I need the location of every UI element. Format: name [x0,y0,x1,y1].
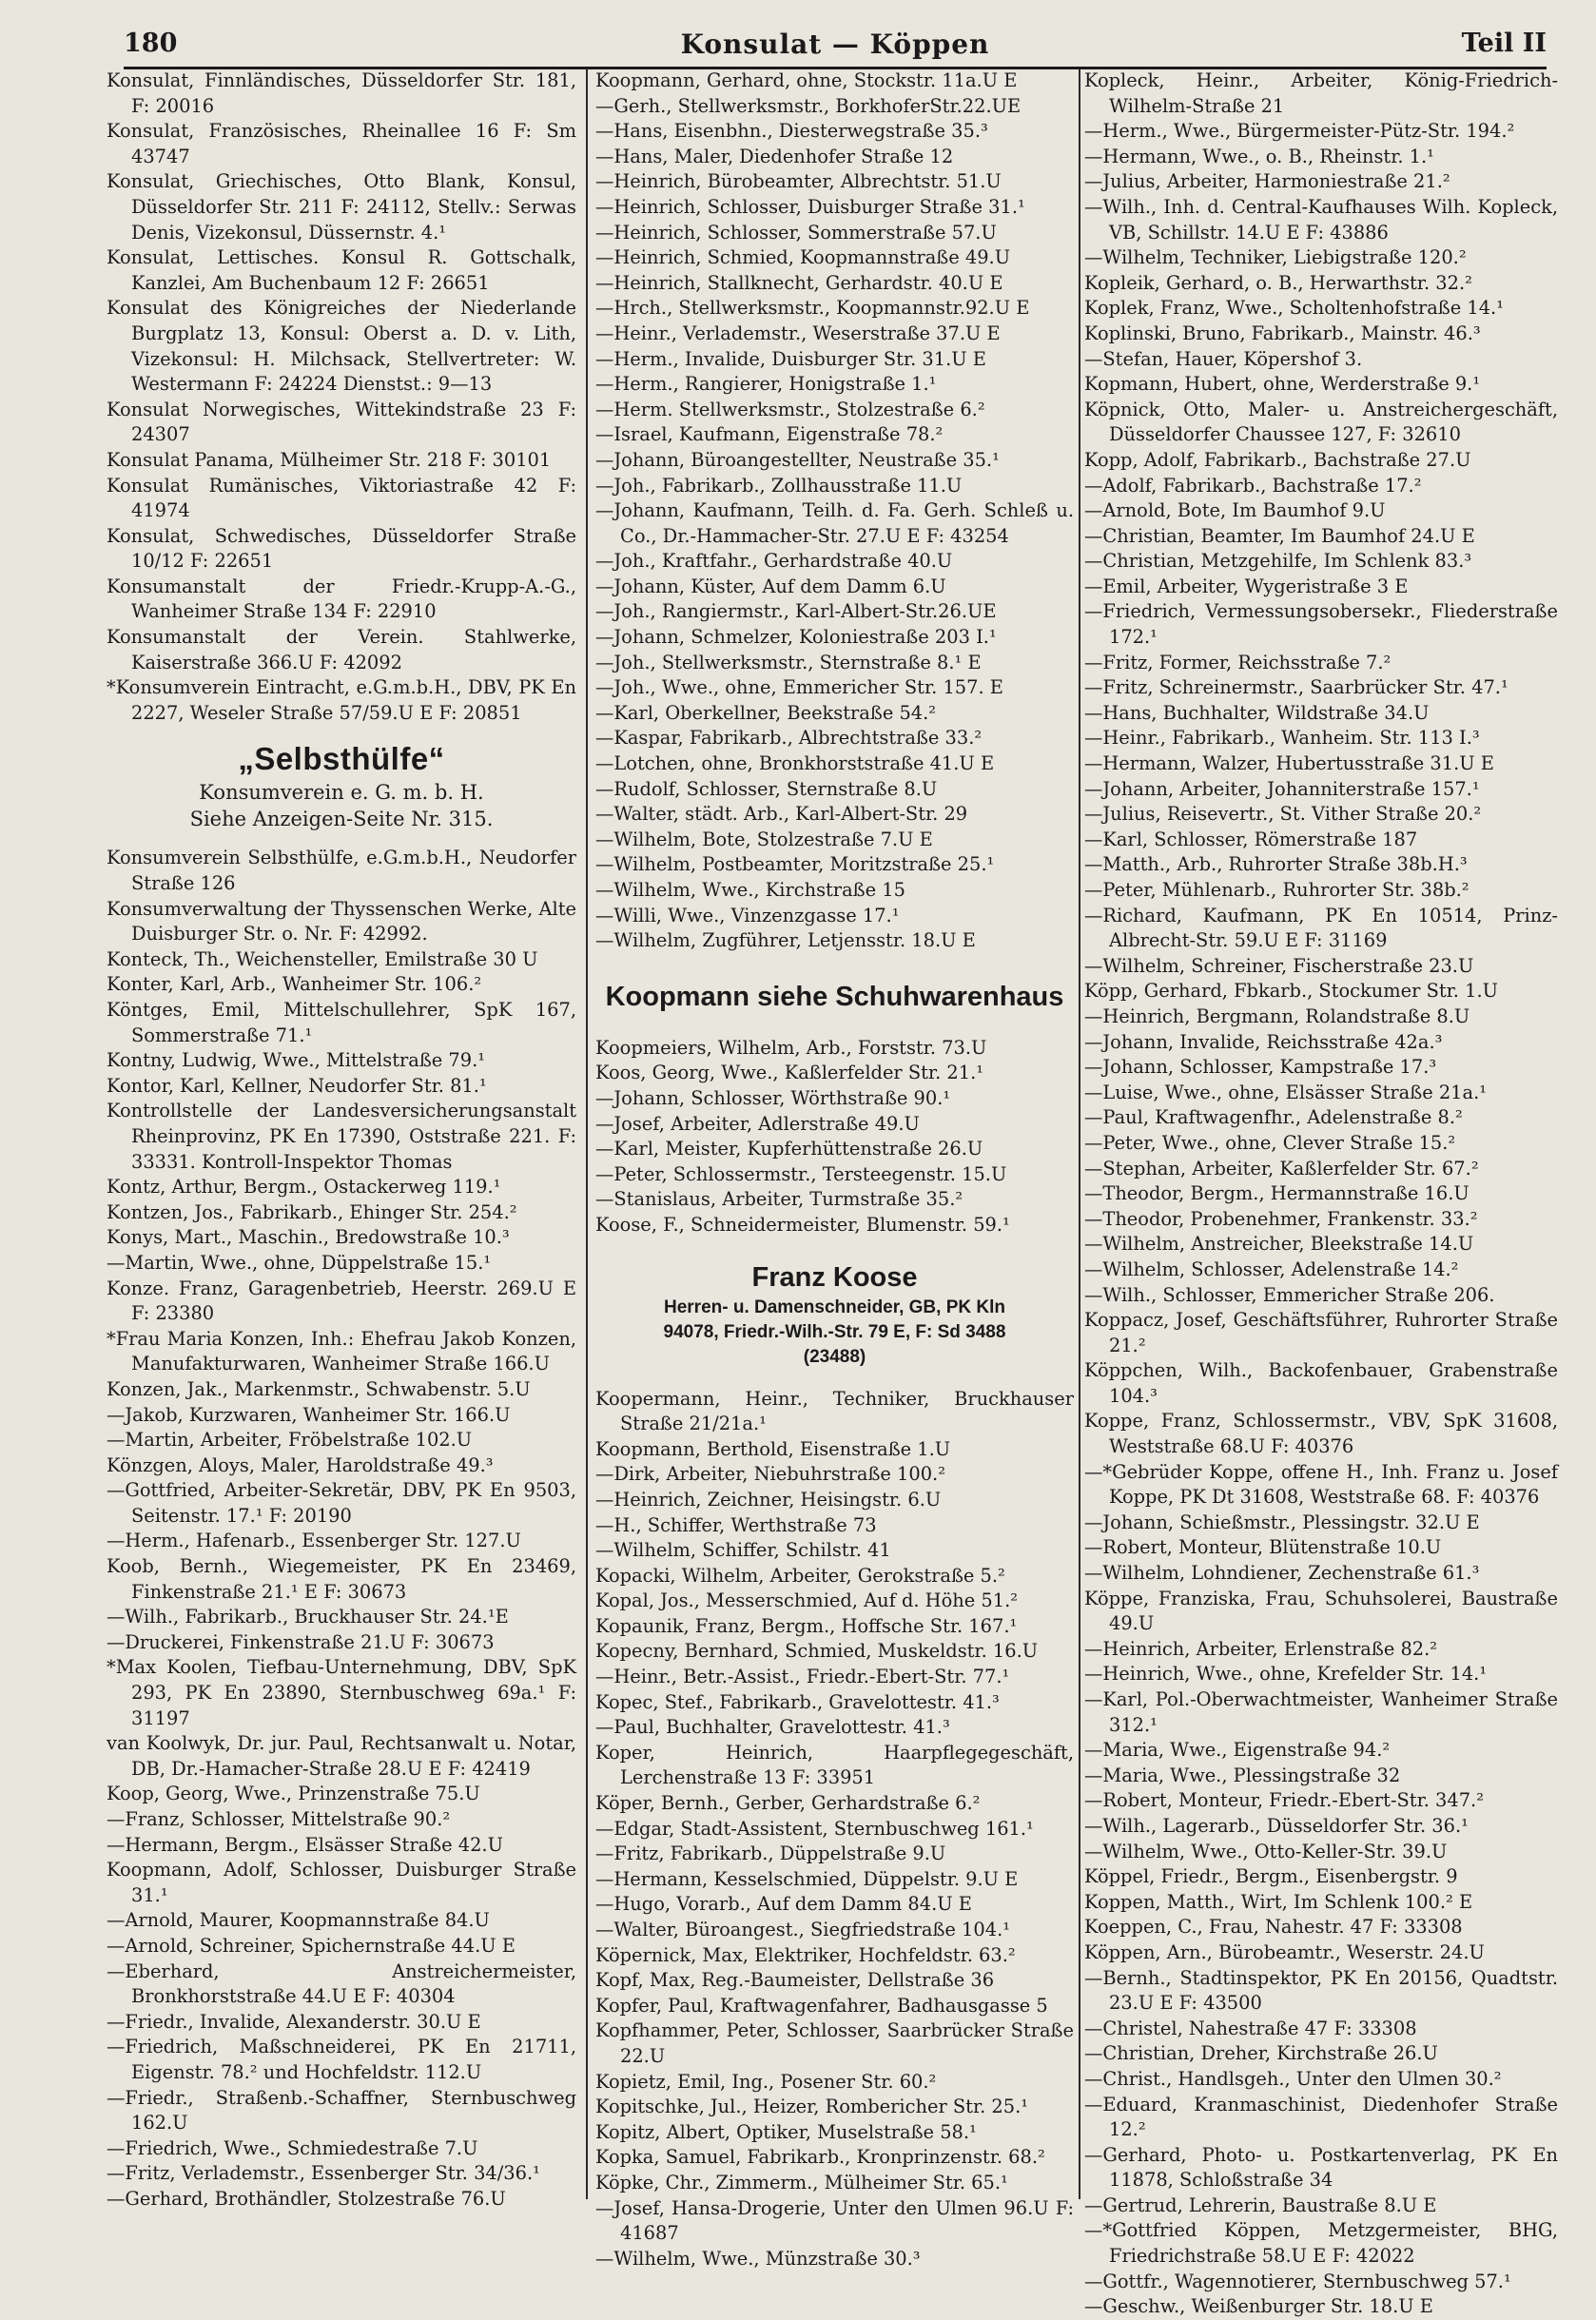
directory-entry: Konsulat, Französisches, Rheinallee 16 F: Sm 43747 [107,120,576,167]
entry-list [107,68,576,726]
directory-entry: —Christ., Handlsgeh., Unter den Ulmen 30.² [1084,2067,1502,2090]
directory-entry: —Arnold, Schreiner, Spichernstraße 44.U E [107,1934,516,1957]
entry-list [595,68,1074,954]
directory-entry: —Christian, Beamter, Im Baumhof 24.U E [1084,524,1475,547]
directory-entry: —Fritz, Schreinermstr., Saarbrücker Str. 47.¹ [1084,676,1508,699]
directory-entry: Konze. Franz, Garagenbetrieb, Heerstr. 269.U E F: 23380 [107,1277,576,1325]
directory-entry: Köpp, Gerhard, Fbkarb., Stockumer Str. 1.U [1084,980,1498,1003]
directory-entry: Köper, Bernh., Gerber, Gerhardstraße 6.² [595,1792,981,1815]
column-divider [586,68,588,2199]
directory-entry: —Hans, Buchhalter, Wildstraße 34.U [1084,701,1430,724]
directory-entry: —Hermann, Walzer, Hubertusstraße 31.U E [1084,752,1494,775]
entry-list [107,846,576,2212]
ad-title: Koopmann siehe Schuhwarenhaus [605,981,1064,1012]
directory-entry: —Johann, Invalide, Reichsstraße 42a.³ [1084,1030,1443,1053]
directory-entry: —Friedr., Invalide, Alexanderstr. 30.U E [107,2010,481,2033]
directory-entry: —Heinrich, Zeichner, Heisingstr. 6.U [595,1488,942,1511]
ad-title: Franz Koose [751,1261,918,1293]
directory-entry: —Johann, Kaufmann, Teilh. d. Fa. Gerh. Schleß u. Co., Dr.-Hammacher-Str. 27.U E F: 43254 [595,499,1074,547]
directory-entry: —Israel, Kaufmann, Eigenstraße 78.² [595,423,944,446]
directory-entry: —Franz, Schlosser, Mittelstraße 90.² [107,1808,451,1830]
directory-entry: Koppacz, Josef, Geschäftsführer, Ruhrorter Straße 21.² [1084,1309,1558,1356]
directory-entry: —Gottfried, Arbeiter-Sekretär, DBV, PK En 9503, Seitenstr. 17.¹ F: 20190 [107,1479,576,1527]
directory-entry: —Heinr., Betr.-Assist., Friedr.-Ebert-Str. 77.¹ [595,1666,1010,1688]
directory-entry: —Fritz, Fabrikarb., Düppelstraße 9.U [595,1842,946,1865]
directory-entry: Koopermann, Heinr., Techniker, Bruckhauser Straße 21/21a.¹ [595,1387,1074,1435]
directory-entry: Konsulat, Schwedisches, Düsseldorfer Straße 10/12 F: 22651 [107,524,576,573]
directory-entry: —Josef, Hansa-Drogerie, Unter den Ulmen 96.U F: 41687 [595,2196,1074,2245]
part-label: Teil II [1461,29,1547,58]
directory-entry: Kontrollstelle der Landesversicherungsanstalt Rheinprovinz, PK En 17390, Oststraße 221. F: 33331. Kontroll-Inspektor Thomas [107,1100,576,1173]
directory-entry: Konsulat Panama, Mülheimer Str. 218 F: 30101 [107,448,552,471]
directory-entry: —Heinrich, Stallknecht, Gerhardstr. 40.U E [595,271,1003,294]
directory-entry: Köntges, Emil, Mittelschullehrer, SpK 167, Sommerstraße 71.¹ [107,999,576,1046]
directory-entry: —Johann, Schlosser, Wörthstraße 90.¹ [595,1086,951,1109]
directory-entry: —Stefan, Hauer, Köpershof 3. [1084,347,1363,370]
directory-entry: —Heinr., Fabrikarb., Wanheim. Str. 113 I.³ [1084,727,1480,750]
directory-entry: —Wilhelm, Postbeamter, Moritzstraße 25.¹ [595,853,995,876]
directory-entry: Könzgen, Aloys, Maler, Haroldstraße 49.³ [107,1453,494,1476]
directory-entry: Koopmeiers, Wilhelm, Arb., Forststr. 73.U [595,1036,987,1059]
directory-entry: —Lotchen, ohne, Bronkhorststraße 41.U E [595,752,995,775]
directory-entry: —Fritz, Former, Reichsstraße 7.² [1084,651,1392,673]
directory-entry: —Gerhard, Photo- u. Postkartenverlag, PK En 11878, Schloßstraße 34 [1084,2143,1558,2192]
directory-entry: —Wilh., Fabrikarb., Bruckhauser Str. 24.¹E [107,1606,509,1628]
directory-entry: van Koolwyk, Dr. jur. Paul, Rechtsanwalt u. Notar, DB, Dr.-Hamacher-Straße 28.U E F: 42419 [107,1732,576,1780]
directory-entry: Kopfer, Paul, Kraftwagenfahrer, Badhausgasse 5 [595,1994,1048,2017]
directory-entry: Köppe, Franziska, Frau, Schuhsolerei, Baustraße 49.U [1084,1587,1558,1635]
directory-entry: Köppchen, Wilh., Backofenbauer, Grabenstraße 104.³ [1084,1359,1558,1407]
directory-entry: —Rudolf, Schlosser, Sternstraße 8.U [595,777,938,800]
directory-entry: —Peter, Schlossermstr., Tersteegenstr. 15.U [595,1162,1007,1185]
ad-line: Konsumverein e. G. m. b. H. [199,781,484,805]
directory-entry: Kopleik, Gerhard, o. B., Herwarthstr. 32.² [1084,271,1472,294]
directory-entry: —Heinrich, Arbeiter, Erlenstraße 82.² [1084,1637,1438,1660]
directory-entry: —Wilhelm, Zugführer, Letjensstr. 18.U E [595,929,976,952]
directory-entry: Kopfhammer, Peter, Schlosser, Saarbrücker Straße 22.U [595,2019,1074,2067]
directory-entry: —Theodor, Bergm., Hermannstraße 16.U [1084,1182,1469,1205]
directory-entry: —Wilhelm, Schreiner, Fischerstraße 23.U [1084,954,1474,977]
directory-entry: —Maria, Wwe., Plessingstraße 32 [1084,1764,1401,1786]
directory-entry: —Kaspar, Fabrikarb., Albrechtstraße 33.² [595,727,983,750]
page-number: 180 [124,29,178,58]
directory-entry: Koopmann, Adolf, Schlosser, Duisburger Straße 31.¹ [107,1859,576,1906]
directory-entry: —Friedr., Straßenb.-Schaffner, Sternbuschweg 162.U [107,2086,576,2135]
directory-entry: *Max Koolen, Tiefbau-Unternehmung, DBV, SpK 293, PK En 23890, Sternbuschweg 69a.¹ F: 31197 [107,1656,576,1729]
directory-entry: —Jakob, Kurzwaren, Wanheimer Str. 166.U [107,1403,511,1426]
ad-line: 94078, Friedr.-Wilh.-Str. 79 E, F: Sd 3488 [663,1321,1006,1342]
directory-entry: —Fritz, Verlademstr., Essenberger Str. 34/36.¹ [107,2162,540,2185]
directory-entry: Koos, Georg, Wwe., Kaßlerfelder Str. 21.¹ [595,1062,984,1084]
directory-entry: —Wilhelm, Anstreicher, Bleekstraße 14.U [1084,1233,1474,1256]
directory-entry: —Matth., Arb., Ruhrorter Straße 38b.H.³ [1084,853,1468,876]
directory-entry: —Johann, Schlosser, Kampstraße 17.³ [1084,1056,1437,1079]
directory-entry: —Heinrich, Bergmann, Rolandstraße 8.U [1084,1004,1470,1027]
directory-entry: —Martin, Wwe., ohne, Düppelstraße 15.¹ [107,1251,492,1274]
directory-entry: Kopecny, Bernhard, Schmied, Muskeldstr. 16.U [595,1640,1039,1663]
directory-entry: —Paul, Buchhalter, Gravelottestr. 41.³ [595,1716,950,1739]
directory-entry: —Wilhelm, Wwe., Münzstraße 30.³ [595,2247,921,2270]
directory-entry: Kopmann, Hubert, ohne, Werderstraße 9.¹ [1084,373,1481,396]
directory-entry: Kopf, Max, Reg.-Baumeister, Dellstraße 36 [595,1969,995,1992]
directory-entry: —Peter, Mühlenarb., Ruhrorter Str. 38b.² [1084,879,1469,901]
page-title: Konsulat — Köppen [680,29,990,60]
directory-entry: Kopleck, Heinr., Arbeiter, König-Friedrich-Wilhelm-Straße 21 [1084,69,1558,117]
page-header [124,25,1547,69]
directory-entry: Köpke, Chr., Zimmerm., Mülheimer Str. 65.¹ [595,2171,1008,2193]
directory-entry: Köpernick, Max, Elektriker, Hochfeldstr. 63.² [595,1943,1016,1966]
directory-entry: —Karl, Schlosser, Römerstraße 187 [1084,828,1418,850]
directory-entry: —Stanislaus, Arbeiter, Turmstraße 35.² [595,1188,963,1211]
directory-entry: —Christel, Nahestraße 47 F: 33308 [1084,2017,1417,2039]
directory-entry: —*Gebrüder Koppe, offene H., Inh. Franz u. Josef Koppe, PK Dt 31608, Weststraße 68. F: 40376 [1084,1460,1558,1509]
directory-entry: Koose, F., Schneidermeister, Blumenstr. 59.¹ [595,1213,1010,1236]
directory-entry: —Friedrich, Maßschneiderei, PK En 21711, Eigenstr. 78.² und Hochfeldstr. 112.U [107,2036,576,2083]
directory-entry: —Herm., Invalide, Duisburger Str. 31.U E [595,347,986,370]
directory-entry: —Peter, Wwe., ohne, Clever Straße 15.² [1084,1131,1456,1154]
directory-entry: —Druckerei, Finkenstraße 21.U F: 30673 [107,1630,495,1653]
directory-entry: Kopka, Samuel, Fabrikarb., Kronprinzenstr. 68.² [595,2146,1045,2169]
directory-entry: —Joh., Wwe., ohne, Emmericher Str. 157. E [595,676,1003,699]
directory-entry: Kopec, Stef., Fabrikarb., Gravelottestr. 41.³ [595,1690,1000,1713]
directory-entry: Konsulat Norwegisches, Wittekindstraße 23 F: 24307 [107,398,576,446]
directory-entry: —Josef, Arbeiter, Adlerstraße 49.U [595,1112,920,1135]
column-3 [1084,68,1558,2318]
directory-entry: Koplinski, Bruno, Fabrikarb., Mainstr. 46.³ [1084,322,1481,344]
directory-entry: Konsulat Rumänisches, Viktoriastraße 42 F: 41974 [107,474,576,522]
directory-entry: —Heinrich, Schlosser, Duisburger Straße 31.¹ [595,195,1025,218]
entry-list [1084,68,1558,2320]
directory-entry: Koopmann, Gerhard, ohne, Stockstr. 11a.U E [595,69,1018,91]
directory-entry: —Gertrud, Lehrerin, Baustraße 8.U E [1084,2193,1437,2216]
directory-entry: —Robert, Monteur, Blütenstraße 10.U [1084,1536,1442,1559]
directory-entry: —Gerh., Stellwerksmstr., BorkhoferStr.22.UE [595,94,1022,117]
directory-entry: Koopmann, Berthold, Eisenstraße 1.U [595,1437,951,1460]
directory-entry: —Arnold, Maurer, Koopmannstraße 84.U [107,1909,490,1932]
directory-entry: Koplek, Franz, Wwe., Scholtenhofstraße 14.¹ [1084,297,1504,320]
column-2 [595,68,1074,2270]
directory-entry: Kontny, Ludwig, Wwe., Mittelstraße 79.¹ [107,1049,486,1072]
directory-entry: —Paul, Kraftwagenfhr., Adelenstraße 8.² [1084,1106,1463,1129]
directory-entry: Konteck, Th., Weichensteller, Emilstraße 30 U [107,947,538,970]
directory-entry: —Hans, Maler, Diedenhofer Straße 12 [595,145,954,167]
directory-entry: —Walter, Büroangest., Siegfriedstraße 104.¹ [595,1919,1011,1940]
selbsthuelfe-ad [107,739,576,832]
directory-entry: Koppe, Franz, Schlossermstr., VBV, SpK 31608, Weststraße 68.U F: 40376 [1084,1410,1558,1458]
entry-list [595,1036,1074,1238]
directory-entry: —Johann, Schießmstr., Plessingstr. 32.U E [1084,1511,1480,1533]
franz-koose-ad [595,1259,1074,1370]
directory-entry: —Robert, Monteur, Friedr.-Ebert-Str. 347.² [1084,1789,1484,1812]
directory-entry: —Joh., Kraftfahr., Gerhardstraße 40.U [595,550,953,573]
directory-entry: —Christian, Metzgehilfe, Im Schlenk 83.³ [1084,550,1472,573]
directory-entry: Köppen, Arn., Bürobeamtr., Weserstr. 24.U [1084,1940,1485,1963]
directory-entry: —Wilhelm, Schlosser, Adelenstraße 14.² [1084,1257,1459,1280]
directory-entry: —Walter, städt. Arb., Karl-Albert-Str. 29 [595,803,968,826]
directory-entry: —Heinrich, Schmied, Koopmannstraße 49.U [595,246,1011,269]
directory-entry: —Heinrich, Bürobeamter, Albrechtstr. 51.U [595,170,1002,193]
directory-entry: —*Gottfried Köppen, Metzgermeister, BHG, Friedrichstraße 58.U E F: 42022 [1084,2219,1558,2268]
directory-entry: —H., Schiffer, Werthstraße 73 [595,1513,877,1536]
directory-entry: —Wilhelm, Bote, Stolzestraße 7.U E [595,828,933,850]
directory-entry: —Hermann, Wwe., o. B., Rheinstr. 1.¹ [1084,145,1434,167]
directory-entry: —Karl, Meister, Kupferhüttenstraße 26.U [595,1138,983,1160]
directory-entry: —Emil, Arbeiter, Wygeristraße 3 E [1084,575,1409,597]
directory-entry: —Julius, Arbeiter, Harmoniestraße 21.² [1084,170,1450,193]
directory-entry: *Konsumverein Eintracht, e.G.m.b.H., DBV, PK En 2227, Weseler Straße 57/59.U E F: 20851 [107,676,576,724]
koopmann-ad [595,979,1074,1015]
directory-entry: —Gottfr., Wagennotierer, Sternbuschweg 57.¹ [1084,2270,1511,2292]
directory-entry: —Heinrich, Schlosser, Sommerstraße 57.U [595,221,997,244]
directory-entry: Konsulat, Lettisches. Konsul R. Gottschalk, Kanzlei, Am Buchenbaum 12 F: 26651 [107,246,576,294]
directory-entry: —Julius, Reisevertr., St. Vither Straße 20.² [1084,803,1482,826]
directory-entry: —Karl, Pol.-Oberwachtmeister, Wanheimer Straße 312.¹ [1084,1688,1558,1736]
directory-entry: Kopietz, Emil, Ing., Posener Str. 60.² [595,2070,937,2093]
directory-entry: —Johann, Arbeiter, Johanniterstraße 157.¹ [1084,777,1480,800]
directory-entry: —Martin, Arbeiter, Fröbelstraße 102.U [107,1429,473,1452]
column-1 [107,68,576,2210]
directory-entry: —Luise, Wwe., ohne, Elsässer Straße 21a.¹ [1084,1081,1488,1103]
directory-entry: —Stephan, Arbeiter, Kaßlerfelder Str. 67.² [1084,1157,1479,1179]
directory-entry: —Eduard, Kranmaschinist, Diedenhofer Straße 12.² [1084,2093,1558,2141]
directory-entry: Konter, Karl, Arb., Wanheimer Str. 106.² [107,973,482,996]
directory-entry: —Wilhelm, Schiffer, Schilstr. 41 [595,1539,891,1562]
directory-entry: Konsulat des Königreiches der Niederlande Burgplatz 13, Konsul: Oberst a. D. v. Lith, Vizekonsul: H. Milchsack, Stellvertreter: W. Westermann F: 24224 Dienstst.: 9—13 [107,297,576,396]
directory-entry: —Joh., Fabrikarb., Zollhausstraße 11.U [595,474,963,497]
directory-entry: —Wilh., Schlosser, Emmericher Straße 206. [1084,1283,1495,1306]
directory-entry: —Hans, Eisenbhn., Diesterwegstraße 35.³ [595,120,988,143]
directory-entry: Koop, Georg, Wwe., Prinzenstraße 75.U [107,1783,480,1805]
directory-entry: Konzen, Jak., Markenmstr., Schwabenstr. 5.U [107,1377,531,1400]
directory-entry: —Arnold, Bote, Im Baumhof 9.U [1084,499,1386,522]
ad-line: Herren- u. Damenschneider, GB, PK Kln [664,1296,1005,1317]
directory-entry: —Johann, Büroangestellter, Neustraße 35.¹ [595,448,1000,471]
directory-entry: —Willi, Wwe., Vinzenzgasse 17.¹ [595,904,900,926]
directory-entry: —Hrch., Stellwerksmstr., Koopmannstr.92.U E [595,297,1030,320]
directory-entry: Konsulat, Finnländisches, Düsseldorfer Str. 181, F: 20016 [107,69,576,117]
directory-entry: —Joh., Stellwerksmstr., Sternstraße 8.¹ E [595,651,982,673]
directory-entry: —Heinr., Verlademstr., Weserstraße 37.U E [595,322,1001,344]
directory-entry: Koob, Bernh., Wiegemeister, PK En 23469, Finkenstraße 21.¹ E F: 30673 [107,1555,576,1603]
ad-line: (23488) [803,1346,866,1367]
directory-entry: Konsulat, Griechisches, Otto Blank, Konsul, Düsseldorfer Str. 211 F: 24112, Stellv.: Serwas Denis, Vizekonsul, Düssernstr. 4.¹ [107,170,576,244]
directory-entry: Kontzen, Jos., Fabrikarb., Ehinger Str. 254.² [107,1200,517,1223]
directory-entry: Kopitschke, Jul., Heizer, Rombericher Str. 25.¹ [595,2096,1029,2118]
directory-entry: Köppel, Friedr., Bergm., Eisenbergstr. 9 [1084,1865,1458,1888]
directory-entry: —Heinrich, Wwe., ohne, Krefelder Str. 14.¹ [1084,1663,1488,1686]
directory-entry: Koeppen, C., Frau, Nahestr. 47 F: 33308 [1084,1916,1463,1939]
ad-line: Siehe Anzeigen-Seite Nr. 315. [189,808,494,831]
directory-entry: —Dirk, Arbeiter, Niebuhrstraße 100.² [595,1463,945,1486]
directory-entry: Koppen, Matth., Wirt, Im Schlenk 100.² E [1084,1890,1473,1913]
directory-entry: —Richard, Kaufmann, PK En 10514, Prinz-Albrecht-Str. 59.U E F: 31169 [1084,904,1558,952]
directory-entry: —Wilh., Lagerarb., Düsseldorfer Str. 36.¹ [1084,1814,1469,1837]
directory-entry: —Wilhelm, Techniker, Liebigstraße 120.² [1084,246,1467,269]
directory-entry: —Johann, Schmelzer, Koloniestraße 203 I.¹ [595,626,997,649]
directory-entry: —Geschw., Weißenburger Str. 18.U E [1084,2295,1433,2318]
directory-entry: —Maria, Wwe., Eigenstraße 94.² [1084,1739,1391,1762]
directory-entry: —Herm., Wwe., Bürgermeister-Pütz-Str. 194.² [1084,120,1515,143]
directory-entry: —Herm., Hafenarb., Essenberger Str. 127.U [107,1530,521,1552]
directory-entry: —Eberhard, Anstreichermeister, Bronkhorststraße 44.U E F: 40304 [107,1959,576,2008]
directory-entry: —Hermann, Bergm., Elsässer Straße 42.U [107,1833,503,1856]
directory-entry: —Johann, Küster, Auf dem Damm 6.U [595,575,946,597]
directory-entry: Konsumanstalt der Friedr.-Krupp-A.-G., Wanheimer Straße 134 F: 22910 [107,575,576,623]
directory-entry: —Hugo, Vorarb., Auf dem Damm 84.U E [595,1893,972,1916]
directory-entry: Kopp, Adolf, Fabrikarb., Bachstraße 27.U [1084,448,1471,471]
directory-entry: Konsumanstalt der Verein. Stahlwerke, Kaiserstraße 366.U F: 42092 [107,626,576,673]
directory-entry: —Wilhelm, Wwe., Kirchstraße 15 [595,879,905,901]
directory-entry: Köpnick, Otto, Maler- u. Anstreichergeschäft, Düsseldorfer Chaussee 127, F: 32610 [1084,398,1558,446]
directory-entry: —Wilhelm, Lohndiener, Zechenstraße 61.³ [1084,1562,1480,1585]
directory-entry: Kopal, Jos., Messerschmied, Auf d. Höhe 51.² [595,1589,1019,1612]
directory-entry: —Karl, Oberkellner, Beekstraße 54.² [595,701,937,724]
directory-entry: —Friedrich, Wwe., Schmiedestraße 7.U [107,2136,478,2159]
directory-entry: —Wilh., Inh. d. Central-Kaufhauses Wilh. Kopleck, VB, Schillstr. 14.U E F: 43886 [1084,195,1558,244]
entry-list [595,1387,1074,2272]
directory-entry: —Adolf, Fabrikarb., Bachstraße 17.² [1084,474,1422,497]
directory-entry: Kontor, Karl, Kellner, Neudorfer Str. 81.¹ [107,1074,487,1097]
directory-entry: Kopacki, Wilhelm, Arbeiter, Gerokstraße 5.² [595,1564,1005,1587]
directory-entry: —Joh., Rangiermstr., Karl-Albert-Str.26.UE [595,600,997,623]
directory-entry: Konys, Mart., Maschin., Bredowstraße 10.³ [107,1226,510,1249]
directory-entry: *Frau Maria Konzen, Inh.: Ehefrau Jakob Konzen, Manufakturwaren, Wanheimer Straße 166.U [107,1327,576,1375]
directory-entry: —Bernh., Stadtinspektor, PK En 20156, Quadtstr. 23.U E F: 43500 [1084,1966,1558,2015]
directory-entry: —Herm., Rangierer, Honigstraße 1.¹ [595,373,937,396]
directory-entry: Konsumverein Selbsthülfe, e.G.m.b.H., Neudorfer Straße 126 [107,847,576,895]
directory-entry: —Gerhard, Brothändler, Stolzestraße 76.U [107,2187,506,2210]
directory-entry: Kontz, Arthur, Bergm., Ostackerweg 119.¹ [107,1176,501,1199]
directory-entry: —Hermann, Kesselschmied, Düppelstr. 9.U E [595,1867,1019,1890]
directory-entry: —Theodor, Probenehmer, Frankenstr. 33.² [1084,1207,1478,1230]
directory-entry: —Wilhelm, Wwe., Otto-Keller-Str. 39.U [1084,1840,1448,1862]
directory-entry: —Friedrich, Vermessungsobersekr., Fliederstraße 172.¹ [1084,600,1558,649]
ad-title: „Selbsthülfe“ [238,741,445,777]
directory-entry: Kopitz, Albert, Optiker, Muselstraße 58.¹ [595,2120,977,2143]
directory-entry: Koper, Heinrich, Haarpflegegeschäft, Lerchenstraße 13 F: 33951 [595,1741,1074,1789]
column-divider [1079,68,1080,2199]
directory-entry: —Christian, Dreher, Kirchstraße 26.U [1084,2042,1438,2065]
directory-entry: Kopaunik, Franz, Bergm., Hoffsche Str. 167.¹ [595,1614,1018,1637]
directory-entry: —Herm. Stellwerksmstr., Stolzestraße 6.² [595,398,985,420]
directory-entry: —Edgar, Stadt-Assistent, Sternbuschweg 161.¹ [595,1817,1034,1840]
directory-entry: Konsumverwaltung der Thyssenschen Werke, Alte Duisburger Str. o. Nr. F: 42992. [107,897,576,946]
